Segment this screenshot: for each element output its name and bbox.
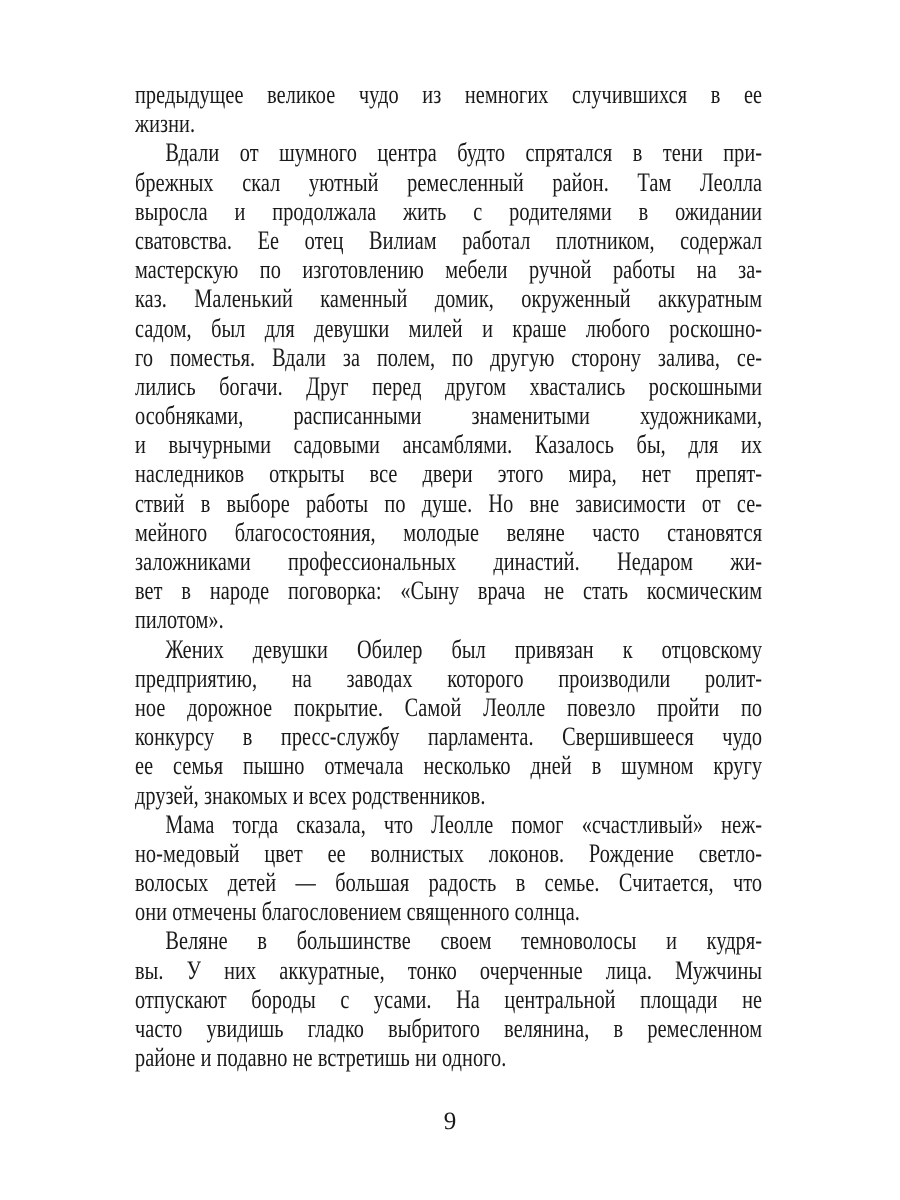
text-line: заложниками профессиональных династий. Недаром жи-	[135, 547, 763, 576]
text-line: предприятию, на заводах которого производили ролит-	[135, 663, 763, 693]
text-line: наследников открыты все двери этого мира, нет препят-	[135, 459, 763, 489]
text-line: друзей, знакомых и всех родственников.	[135, 780, 486, 810]
page-text-block	[135, 80, 762, 1072]
text-line: отпускают бороды с усами. На центральной площади не	[135, 984, 763, 1014]
page-number: 9	[443, 1108, 457, 1135]
text-line: вет в народе поговорка: «Сыну врача не стать космическим	[135, 576, 763, 606]
text-line: предыдущее великое чудо из немногих случившихся в ее	[135, 80, 763, 109]
text-line: вы. У них аккуратные, тонко очерченные лица. Мужчины	[135, 955, 763, 985]
text-line: Жених девушки Обилер был привязан к отцовскому	[165, 634, 763, 664]
text-line: Мама тогда сказала, что Леолле помог «счастливый» неж-	[165, 809, 763, 839]
text-line: районе и подавно не встретишь ни одного.	[135, 1043, 507, 1073]
text-line: сватовства. Ее отец Вилиам работал плотником, содержал	[135, 225, 763, 255]
text-line: пилотом».	[135, 605, 224, 635]
text-line: конкурсу в пресс-службу парламента. Свершившееся чудо	[135, 722, 763, 752]
text-line: жизни.	[135, 109, 196, 139]
text-line: ее семья пышно отмечала несколько дней в шумном кругу	[135, 751, 763, 781]
text-line: садом, был для девушки милей и краше любого роскошно-	[135, 313, 763, 343]
text-line: ствий в выборе работы по душе. Но вне зависимости от се-	[135, 488, 763, 518]
text-line: мейного благосостояния, молодые веляне часто становятся	[135, 517, 763, 547]
text-line: и вычурными садовыми ансамблями. Казалось бы, для их	[135, 430, 763, 460]
text-line: но-медовый цвет ее волнистых локонов. Рождение светло-	[135, 838, 763, 868]
text-line: выросла и продолжала жить с родителями в ожидании	[135, 196, 763, 226]
text-line: Веляне в большинстве своем темноволосы и кудря-	[165, 926, 763, 956]
text-line: волосых детей — большая радость в семье. Считается, что	[135, 868, 763, 898]
text-line: Вдали от шумного центра будто спрятался в тени при-	[165, 138, 763, 168]
text-line: часто увидишь гладко выбритого велянина, в ремесленном	[135, 1014, 763, 1043]
text-line: каз. Маленький каменный домик, окруженный аккуратным	[135, 284, 763, 314]
text-line: они отмечены благословением священного солнца.	[135, 897, 580, 927]
text-line: ное дорожное покрытие. Самой Леолле повезло пройти по	[135, 692, 763, 722]
text-line: лились богачи. Друг перед другом хвастались роскошными	[135, 371, 763, 401]
text-line: брежных скал уютный ремесленный район. Там Леолла	[135, 167, 763, 197]
text-line: го поместья. Вдали за полем, по другую сторону залива, се-	[135, 342, 763, 372]
text-line: особняками, расписанными знаменитыми художниками,	[135, 401, 763, 431]
text-line: мастерскую по изготовлению мебели ручной работы на за-	[135, 255, 763, 285]
